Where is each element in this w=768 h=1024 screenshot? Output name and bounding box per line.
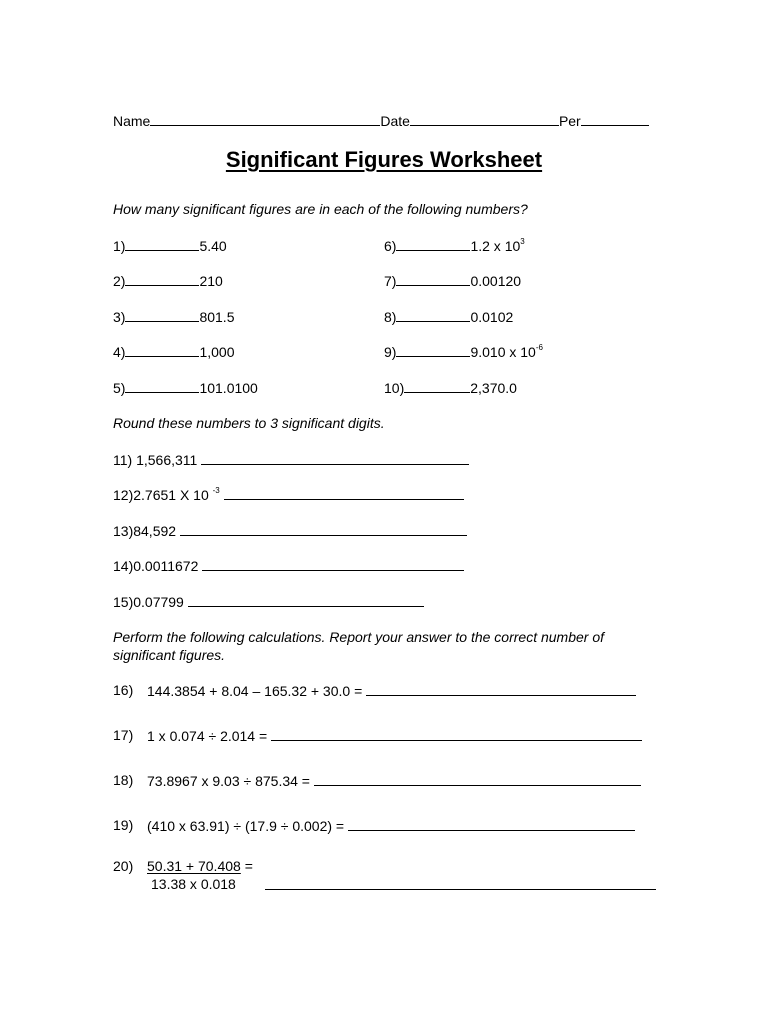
answer-blank[interactable]	[396, 272, 470, 286]
question-exponent: 3	[520, 237, 525, 246]
question-exponent: -3	[212, 486, 220, 495]
answer-blank[interactable]	[188, 593, 424, 607]
question-number: 1)	[113, 238, 126, 254]
question-number: 20)	[113, 858, 134, 874]
question-value: 210	[199, 273, 223, 289]
question-6	[384, 237, 525, 254]
question-value: 1.2 x 10	[470, 238, 521, 254]
question-12	[113, 486, 464, 503]
question-exponent: -6	[535, 343, 543, 352]
question-19	[113, 817, 133, 833]
question-number: 13)	[113, 523, 134, 539]
question-19-expression	[147, 817, 635, 834]
question-value: 2,370.0	[470, 380, 517, 396]
question-8	[384, 308, 513, 325]
question-number: 9)	[384, 344, 397, 360]
question-number: 12)	[113, 487, 134, 503]
question-number: 18)	[113, 772, 134, 788]
question-number: 19)	[113, 817, 134, 833]
question-13	[113, 522, 467, 539]
answer-blank[interactable]	[201, 451, 469, 465]
question-5	[113, 379, 258, 396]
answer-blank[interactable]	[314, 772, 641, 786]
question-2	[113, 272, 223, 289]
question-20	[113, 858, 133, 874]
answer-blank[interactable]	[348, 817, 635, 831]
question-17-expression	[147, 727, 642, 744]
question-value: 801.5	[199, 309, 235, 325]
answer-blank[interactable]	[396, 343, 470, 357]
date-label: Date	[380, 113, 410, 129]
section3-instruction-line2: significant figures.	[113, 647, 226, 663]
question-value: 0.0102	[470, 309, 514, 325]
answer-blank[interactable]	[202, 557, 464, 571]
question-15	[113, 593, 424, 610]
fraction-denominator: 13.38 x 0.018	[151, 876, 236, 892]
question-value: 0.00120	[470, 273, 522, 289]
answer-blank[interactable]	[125, 379, 199, 393]
question-20-numerator	[147, 858, 253, 874]
answer-blank[interactable]	[366, 682, 636, 696]
answer-blank[interactable]	[125, 237, 199, 251]
answer-blank[interactable]	[271, 727, 642, 741]
question-number: 6)	[384, 238, 397, 254]
equals-sign: =	[244, 858, 253, 874]
question-1	[113, 237, 227, 254]
question-expression: 1 x 0.074 ÷ 2.014 =	[147, 728, 268, 744]
question-value: 101.0100	[199, 380, 258, 396]
page-title: Significant Figures Worksheet	[225, 147, 543, 172]
question-number: 11)	[113, 452, 133, 468]
per-blank[interactable]	[581, 112, 649, 126]
question-3	[113, 308, 235, 325]
question-expression: 73.8967 x 9.03 ÷ 875.34 =	[147, 773, 310, 789]
question-4	[113, 343, 235, 360]
question-number: 8)	[384, 309, 397, 325]
question-number: 17)	[113, 727, 134, 743]
answer-blank[interactable]	[396, 308, 470, 322]
answer-blank[interactable]	[224, 486, 464, 500]
question-number: 14)	[113, 558, 134, 574]
question-10	[384, 379, 517, 396]
question-number: 15)	[113, 594, 134, 610]
question-number: 5)	[113, 380, 126, 396]
question-14	[113, 557, 464, 574]
question-number: 10)	[384, 380, 405, 396]
question-number: 7)	[384, 273, 397, 289]
question-16-expression	[147, 682, 636, 699]
fraction-numerator: 50.31 + 70.408	[147, 858, 241, 874]
question-7	[384, 272, 521, 289]
question-value: 1,000	[199, 344, 235, 360]
header-line	[113, 112, 649, 129]
question-value: 9.010 x 10	[470, 344, 536, 360]
question-16	[113, 682, 133, 698]
question-number: 2)	[113, 273, 126, 289]
answer-blank[interactable]	[265, 876, 656, 890]
question-number: 3)	[113, 309, 126, 325]
answer-blank[interactable]	[404, 379, 470, 393]
question-9	[384, 343, 543, 360]
question-11	[113, 451, 469, 468]
section2-instruction: Round these numbers to 3 significant digits.	[113, 415, 385, 431]
question-value: 84,592	[133, 523, 177, 539]
question-value: 1,566,311	[136, 452, 198, 468]
answer-blank[interactable]	[396, 237, 470, 251]
question-20-denominator	[151, 876, 236, 892]
name-label: Name	[113, 113, 151, 129]
question-number: 4)	[113, 344, 126, 360]
question-value: 0.07799	[133, 594, 184, 610]
question-value: 0.0011672	[133, 558, 199, 574]
answer-blank[interactable]	[125, 272, 199, 286]
answer-blank[interactable]	[180, 522, 467, 536]
question-18	[113, 772, 133, 788]
answer-blank[interactable]	[125, 308, 199, 322]
section3-instruction-line1: Perform the following calculations. Report your answer to the correct number of	[113, 629, 605, 645]
answer-blank[interactable]	[125, 343, 199, 357]
question-17	[113, 727, 133, 743]
name-blank[interactable]	[150, 112, 380, 126]
date-blank[interactable]	[410, 112, 559, 126]
question-number: 16)	[113, 682, 134, 698]
per-label: Per	[558, 113, 581, 129]
section1-instruction: How many significant figures are in each of the following numbers?	[113, 201, 528, 217]
question-18-expression	[147, 772, 641, 789]
question-expression: 144.3854 + 8.04 – 165.32 + 30.0 =	[147, 683, 363, 699]
question-expression: (410 x 63.91) ÷ (17.9 ÷ 0.002) =	[147, 818, 345, 834]
question-20-answer	[265, 876, 656, 893]
question-value: 5.40	[199, 238, 227, 254]
question-value: 2.7651 X 10	[133, 487, 209, 503]
